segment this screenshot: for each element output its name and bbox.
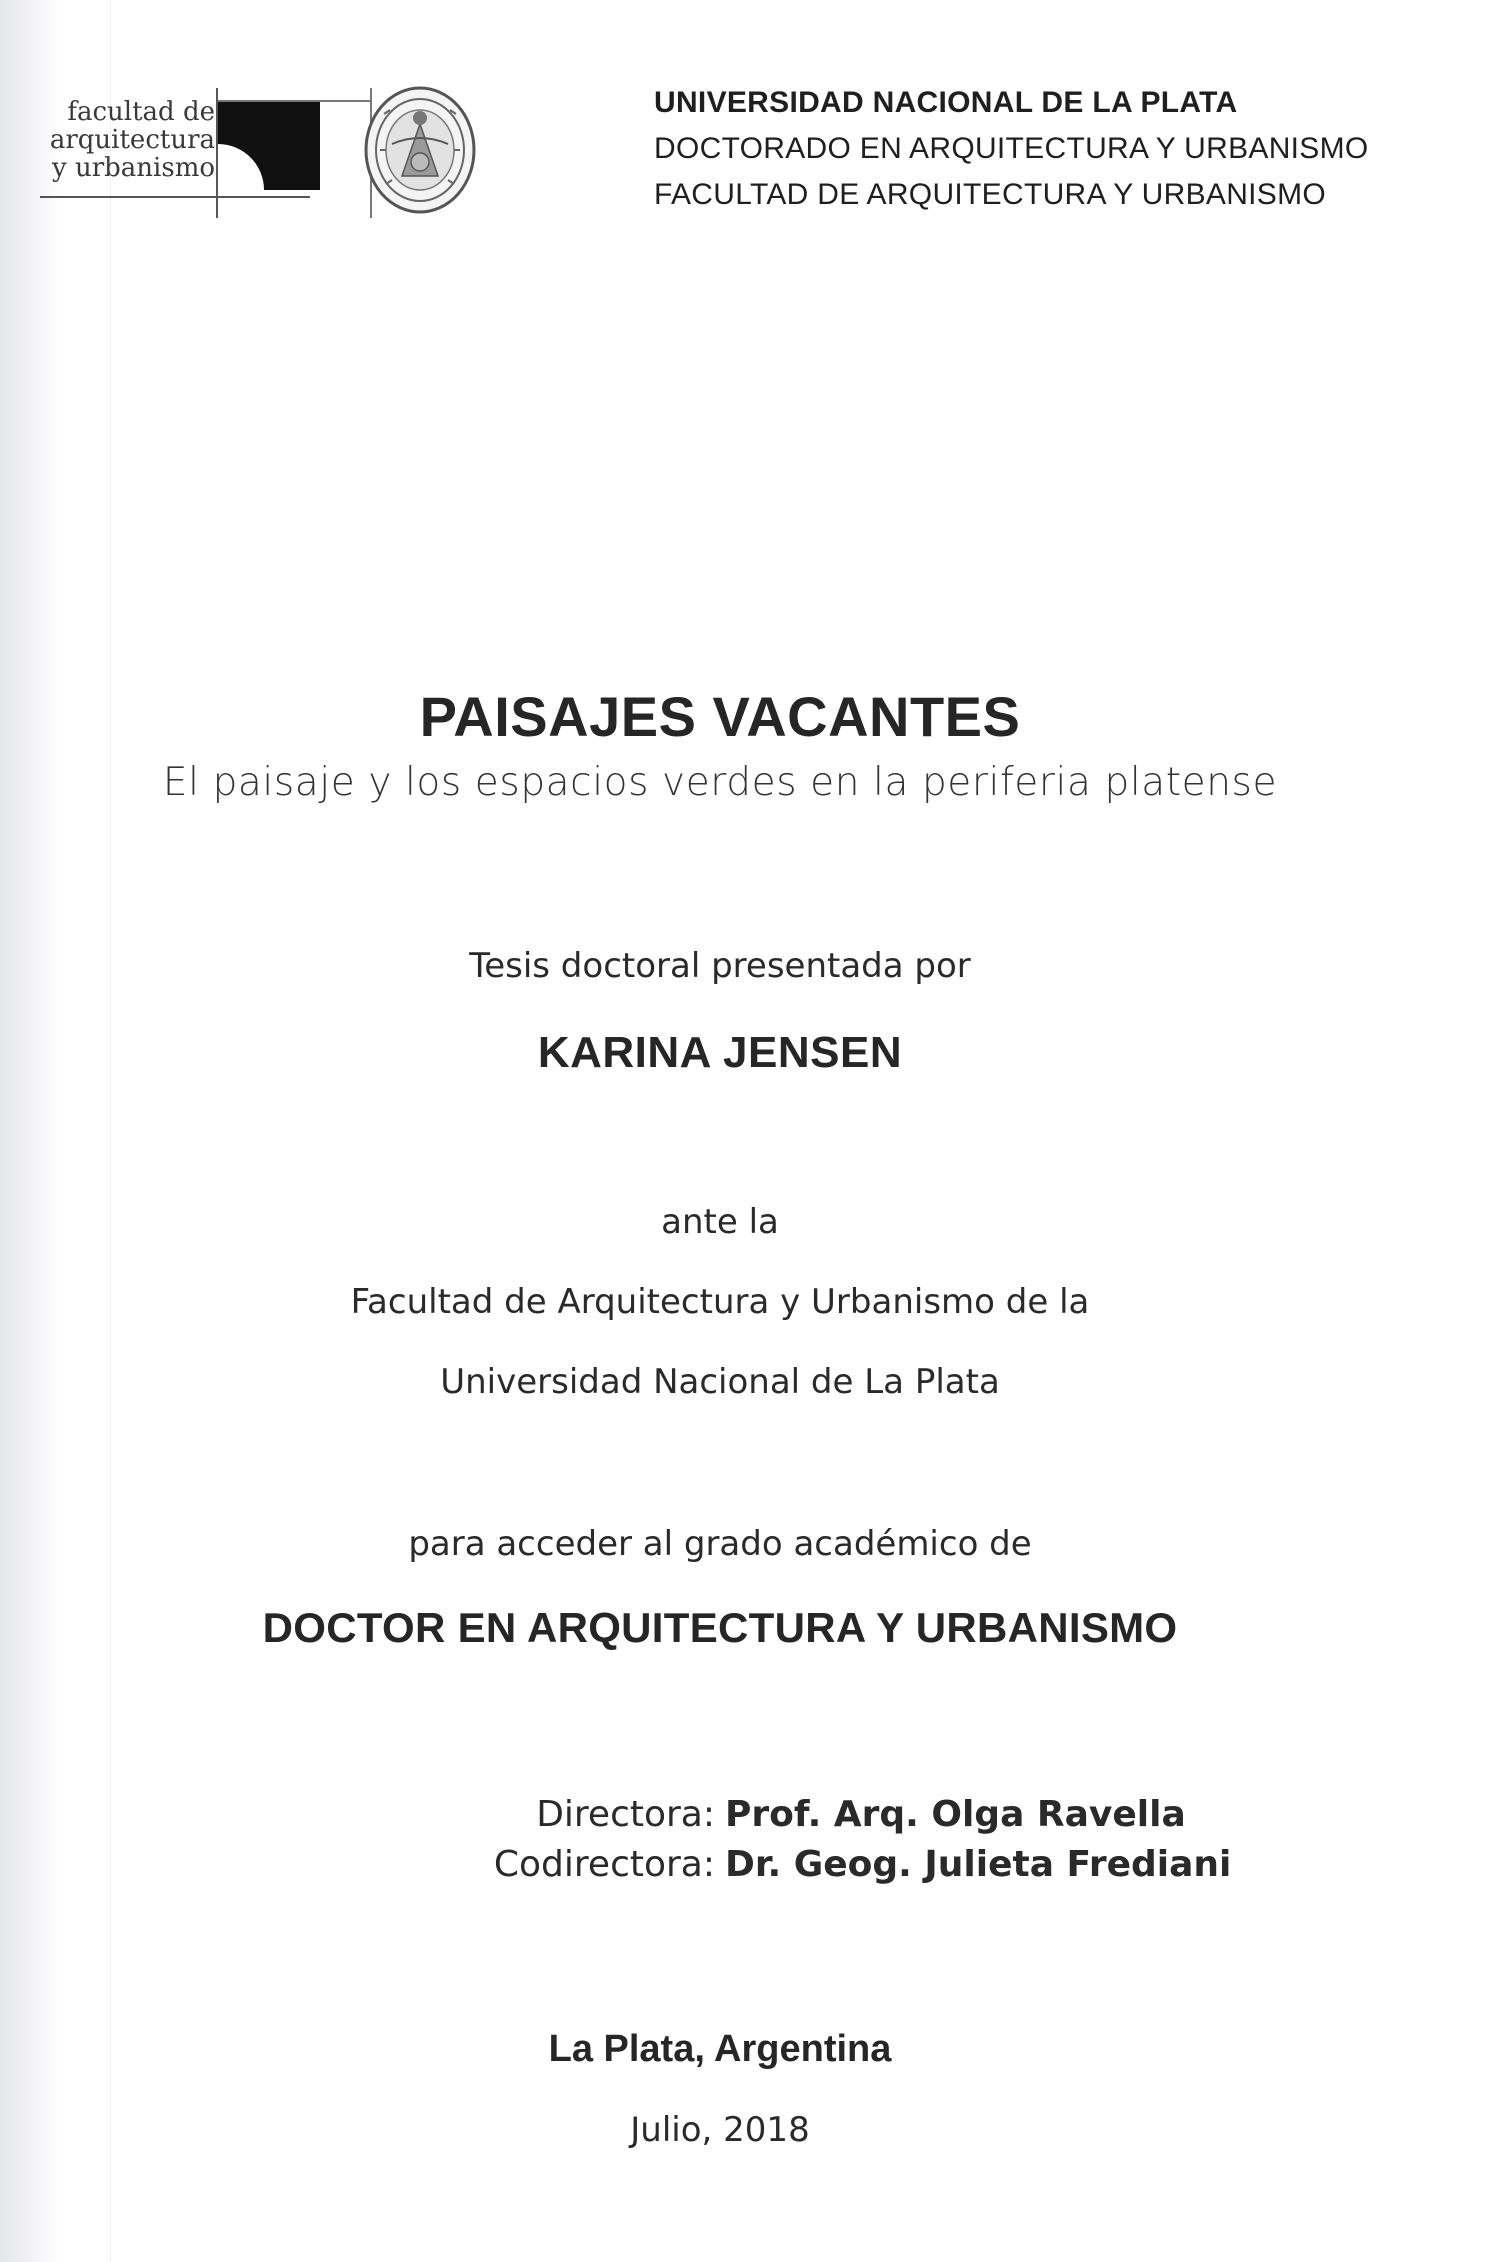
scan-edge-line — [110, 0, 111, 2262]
faculty-logo-text — [40, 98, 215, 182]
date-text: Julio, 2018 — [630, 2110, 810, 2150]
before-text: ante la — [661, 1202, 779, 1242]
advisor-row-codirector — [0, 1840, 1440, 1890]
faculty-logo-line-2: arquitectura — [49, 125, 215, 155]
faculty-line-1: Facultad de Arquitectura y Urbanismo de la — [350, 1282, 1090, 1322]
director-name: Prof. Arq. Olga Ravella — [725, 1794, 1186, 1835]
faculty-name: FACULTAD DE ARQUITECTURA Y URBANISMO — [654, 178, 1327, 211]
faculty-logo-rule-top — [218, 100, 370, 102]
scan-shade — [0, 0, 60, 2262]
university-seal-icon — [362, 84, 478, 216]
degree-intro-text: para acceder al grado académico de — [408, 1524, 1032, 1564]
university-name: UNIVERSIDAD NACIONAL DE LA PLATA — [654, 86, 1238, 119]
codirector-role: Codirectora: — [493, 1844, 715, 1885]
faculty-logo-line-1: facultad de — [67, 97, 215, 127]
faculty-logo-line-3: y urbanismo — [52, 153, 215, 183]
degree-name: DOCTOR EN ARQUITECTURA Y URBANISMO — [262, 1604, 1178, 1651]
codirector-name: Dr. Geog. Julieta Frediani — [725, 1844, 1232, 1885]
director-role: Directora: — [536, 1794, 715, 1835]
presented-by-text: Tesis doctoral presentada por — [469, 946, 971, 986]
faculty-logo-rule-horizontal — [40, 196, 310, 198]
faculty-logo-rule-vertical — [216, 88, 218, 218]
doctorate-program: DOCTORADO EN ARQUITECTURA Y URBANISMO — [654, 132, 1369, 165]
thesis-subtitle: El paisaje y los espacios verdes en la periferia platense — [162, 760, 1278, 805]
advisor-row-director — [0, 1790, 1440, 1840]
institution-block — [654, 80, 1474, 218]
advisors-block — [0, 1790, 1440, 1890]
author-name: KARINA JENSEN — [537, 1028, 903, 1077]
faculty-logo — [40, 88, 340, 218]
place-text: La Plata, Argentina — [548, 2028, 892, 2070]
thesis-title: PAISAJES VACANTES — [419, 685, 1021, 748]
faculty-line-2: Universidad Nacional de La Plata — [440, 1362, 1000, 1402]
